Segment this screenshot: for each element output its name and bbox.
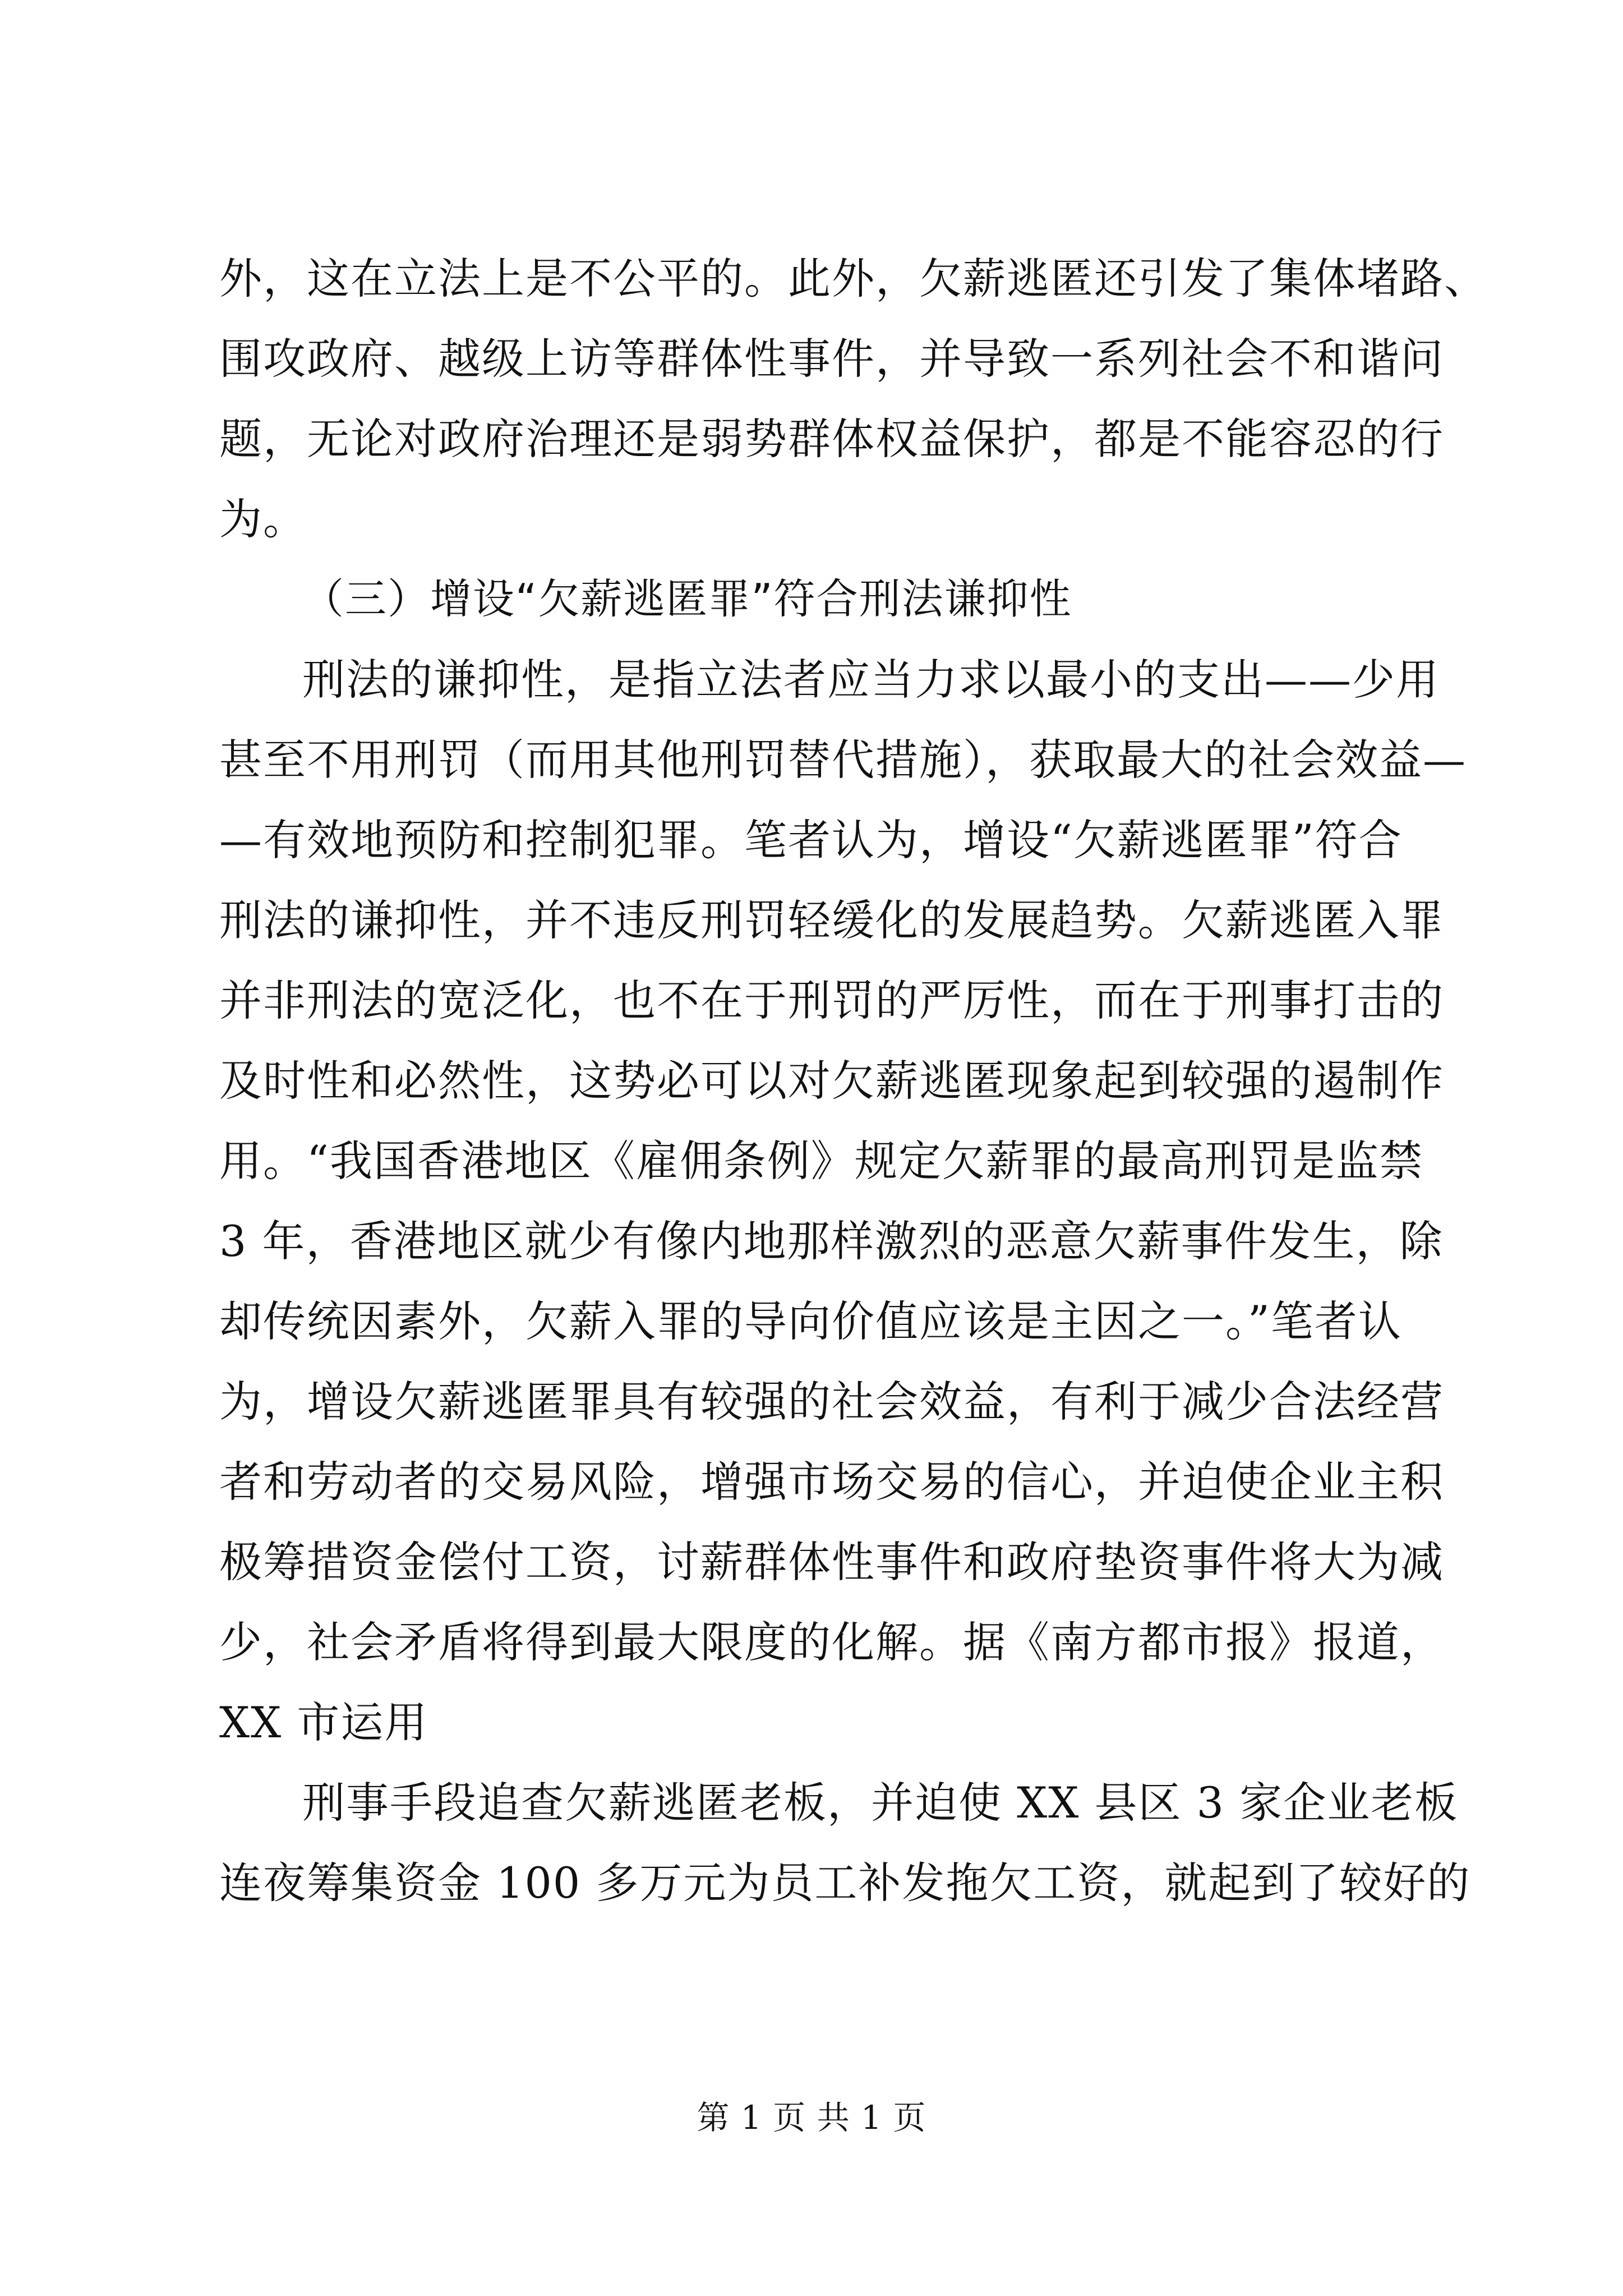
text-line: 围攻政府、越级上访等群体性事件，并导致一系列社会不和谐问 (219, 334, 1444, 384)
text-line: 刑法的谦抑性，并不违反刑罚轻缓化的发展趋势。欠薪逃匿入罪 (219, 895, 1444, 945)
text-line: 却传统因素外，欠薪入罪的导向价值应该是主因之一。”笔者认 (219, 1296, 1402, 1346)
page-number-footer: 第 1 页 共 1 页 (697, 2099, 926, 2137)
text-line: 者和劳动者的交易风险，增强市场交易的信心，并迫使企业主积 (219, 1457, 1444, 1507)
text-line: 少，社会矛盾将得到最大限度的化解。据《南方都市报》报道， (219, 1617, 1444, 1667)
text-line: 3 年，香港地区就少有像内地那样激烈的恶意欠薪事件发生，除 (219, 1216, 1444, 1266)
text-line: 外，这在立法上是不公平的。此外，欠薪逃匿还引发了集体堵路、 (219, 254, 1488, 303)
text-line: 及时性和必然性，这势必可以对欠薪逃匿现象起到较强的遏制作 (219, 1056, 1444, 1106)
text-line: 甚至不用刑罚（而用其他刑罚替代措施），获取最大的社会效益— (219, 735, 1467, 785)
text-line: 为，增设欠薪逃匿罪具有较强的社会效益，有利于减少合法经营 (219, 1377, 1444, 1427)
text-line: XX 市运用 (219, 1697, 428, 1747)
body-text (219, 238, 1488, 1923)
section-heading: （三）增设“欠薪逃匿罪”符合刑法谦抑性 (302, 575, 1072, 623)
paragraph-first-line: 刑法的谦抑性，是指立法者应当力求以最小的支出——少用 (302, 655, 1440, 705)
text-line: 为。 (219, 494, 307, 544)
text-line: 并非刑法的宽泛化，也不在于刑罚的严厉性，而在于刑事打击的 (219, 976, 1444, 1025)
text-line: 连夜筹集资金 100 多万元为员工补发拖欠工资，就起到了较好的 (219, 1858, 1471, 1908)
text-line: 极筹措资金偿付工资，讨薪群体性事件和政府垫资事件将大为减 (219, 1537, 1444, 1587)
text-line: —有效地预防和控制犯罪。笔者认为，增设“欠薪逃匿罪”符合 (219, 815, 1403, 865)
text-line: 用。“我国香港地区《雇佣条例》规定欠薪罪的最高刑罚是监禁 (219, 1136, 1423, 1186)
paragraph-first-line: 刑事手段追查欠薪逃匿老板，并迫使 XX 县区 3 家企业老板 (302, 1778, 1459, 1828)
text-line: 题，无论对政府治理还是弱势群体权益保护，都是不能容忍的行 (219, 414, 1444, 464)
